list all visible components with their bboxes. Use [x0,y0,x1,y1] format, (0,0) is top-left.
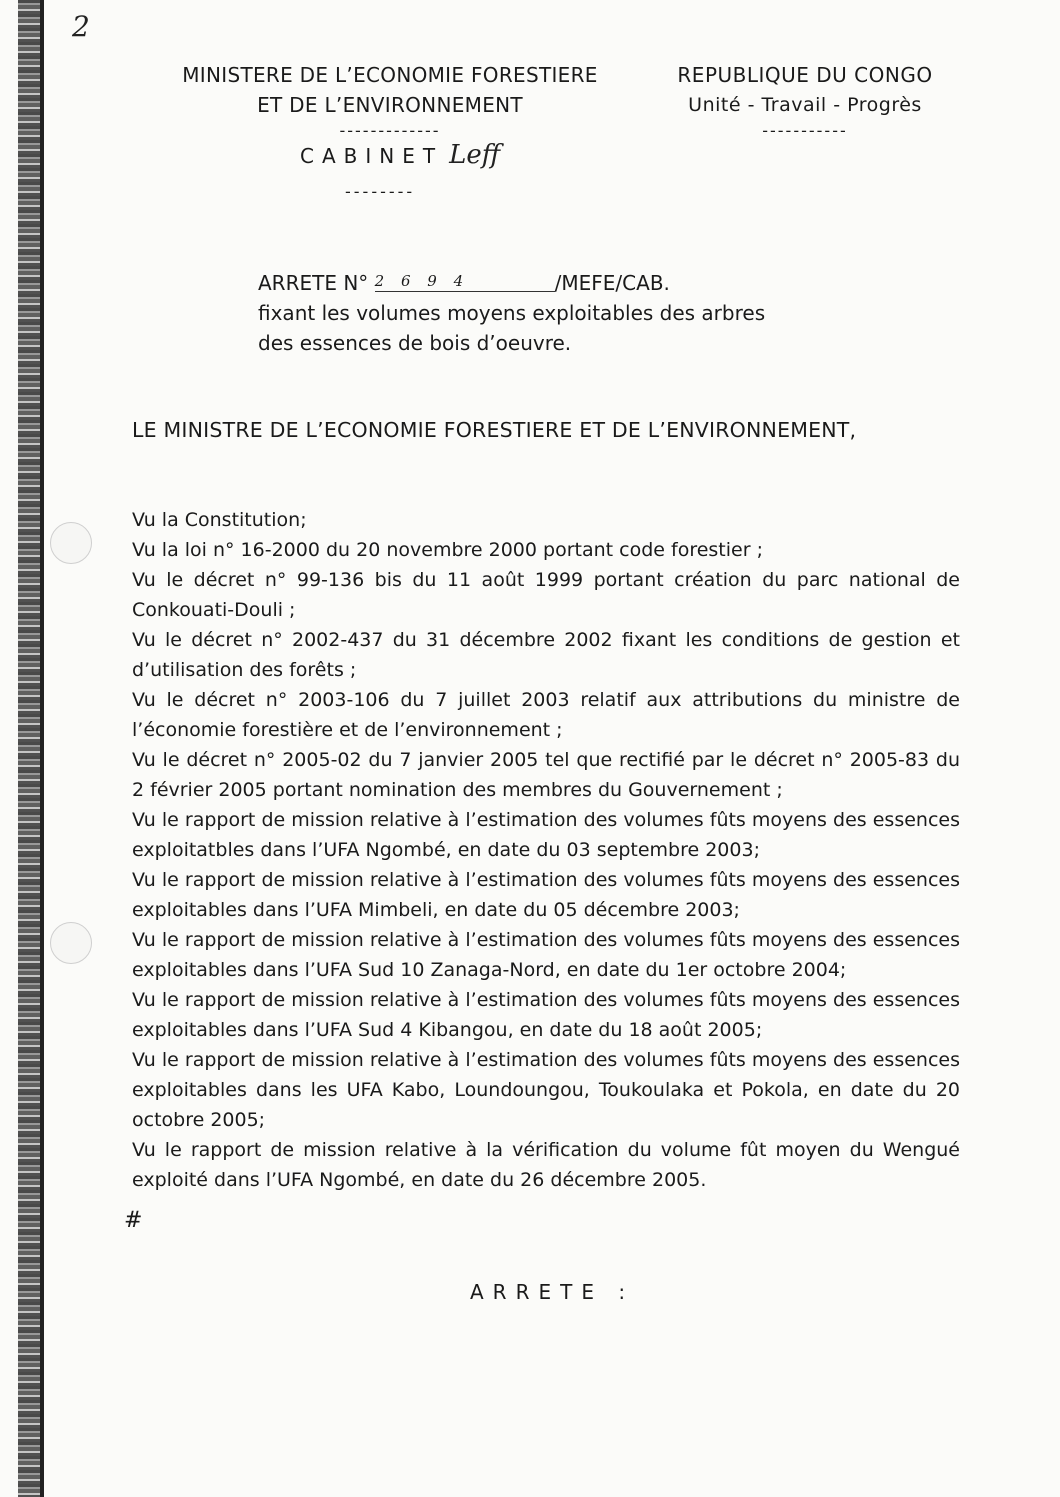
cabinet-row [300,140,500,170]
republic-dashes: ----------- [762,121,848,140]
consideration-item: Vu la loi n° 16-2000 du 20 novembre 2000 portant code forestier ; [132,539,763,561]
consideration-item: Vu le rapport de mission relative à l’estimation des volumes fûts moyens des essences exploitables dans les UFA Kabo, Loundoungou, Toukoulaka et Pokola, en date du 20 octobre 2005; [132,1049,960,1131]
minister-heading: LE MINISTRE DE L’ECONOMIE FORESTIERE ET DE L’ENVIRONNEMENT, [132,418,857,442]
consideration-item: Vu le rapport de mission relative à l’estimation des volumes fûts moyens des essences exploitables dans l’UFA Sud 4 Kibangou, en date du 18 août 2005; [132,989,960,1041]
arrete-title-block [258,268,818,358]
cabinet-label: CABINET [300,144,444,168]
arrete-closing-heading: ARRETE : [470,1280,635,1304]
consideration-item: Vu le rapport de mission relative à l’estimation des volumes fûts moyens des essences exploitatbles dans l’UFA Ngombé, en date du 03 septembre 2003; [132,809,960,861]
punch-hole-top [50,522,92,564]
consideration-item: Vu le décret n° 2003-106 du 7 juillet 2003 relatif aux attributions du ministre de l’économie forestière et de l’environnement ; [132,689,960,741]
ministry-dashes: ------------- [339,121,441,140]
arrete-prefix: ARRETE N° [258,271,369,295]
handwritten-initials: # [124,1208,143,1233]
republic-header [640,60,970,142]
consideration-item: Vu le décret n° 99-136 bis du 11 août 1999 portant création du parc national de Conkouati-Douli ; [132,569,960,621]
arrete-suffix: /MEFE/CAB. [554,271,670,295]
cabinet-handwritten-annotation: Leff [449,140,501,170]
cabinet-dashes: -------- [345,182,416,201]
scan-edge-line [40,0,44,1497]
ministry-line-2: ET DE L’ENVIRONNEMENT [257,93,523,117]
consideration-item: Vu le rapport de mission relative à l’estimation des volumes fûts moyens des essences exploitables dans l’UFA Mimbeli, en date du 05 décembre 2003; [132,869,960,921]
consideration-item: Vu le rapport de mission relative à la vérification du volume fût moyen du Wengué exploité dans l’UFA Ngombé, en date du 26 décembre 2005. [132,1139,960,1191]
ministry-line-1: MINISTERE DE L’ECONOMIE FORESTIERE [182,63,598,87]
arrete-number-line [258,268,818,298]
page-number: 2 [72,10,90,43]
consideration-item: Vu la Constitution; [132,509,307,531]
arrete-number: 2 6 9 4 [375,271,555,292]
consideration-item: Vu le rapport de mission relative à l’estimation des volumes fûts moyens des essences exploitables dans l’UFA Sud 10 Zanaga-Nord, en date du 1er octobre 2004; [132,929,960,981]
consideration-item: Vu le décret n° 2002-437 du 31 décembre 2002 fixant les conditions de gestion et d’utilisation des forêts ; [132,629,960,681]
arrete-subject-line-1: fixant les volumes moyens exploitables des arbres [258,301,766,325]
arrete-subject-line-2: des essences de bois d’oeuvre. [258,331,572,355]
considerations-list [132,505,960,1195]
ministry-header [120,60,660,142]
consideration-item: Vu le décret n° 2005-02 du 7 janvier 2005 tel que rectifié par le décret n° 2005-83 du 2 février 2005 portant nomination des membres du Gouvernement ; [132,749,960,801]
republic-name: REPUBLIQUE DU CONGO [677,63,933,87]
republic-motto: Unité - Travail - Progrès [688,94,922,116]
punch-hole-bottom [50,922,92,964]
